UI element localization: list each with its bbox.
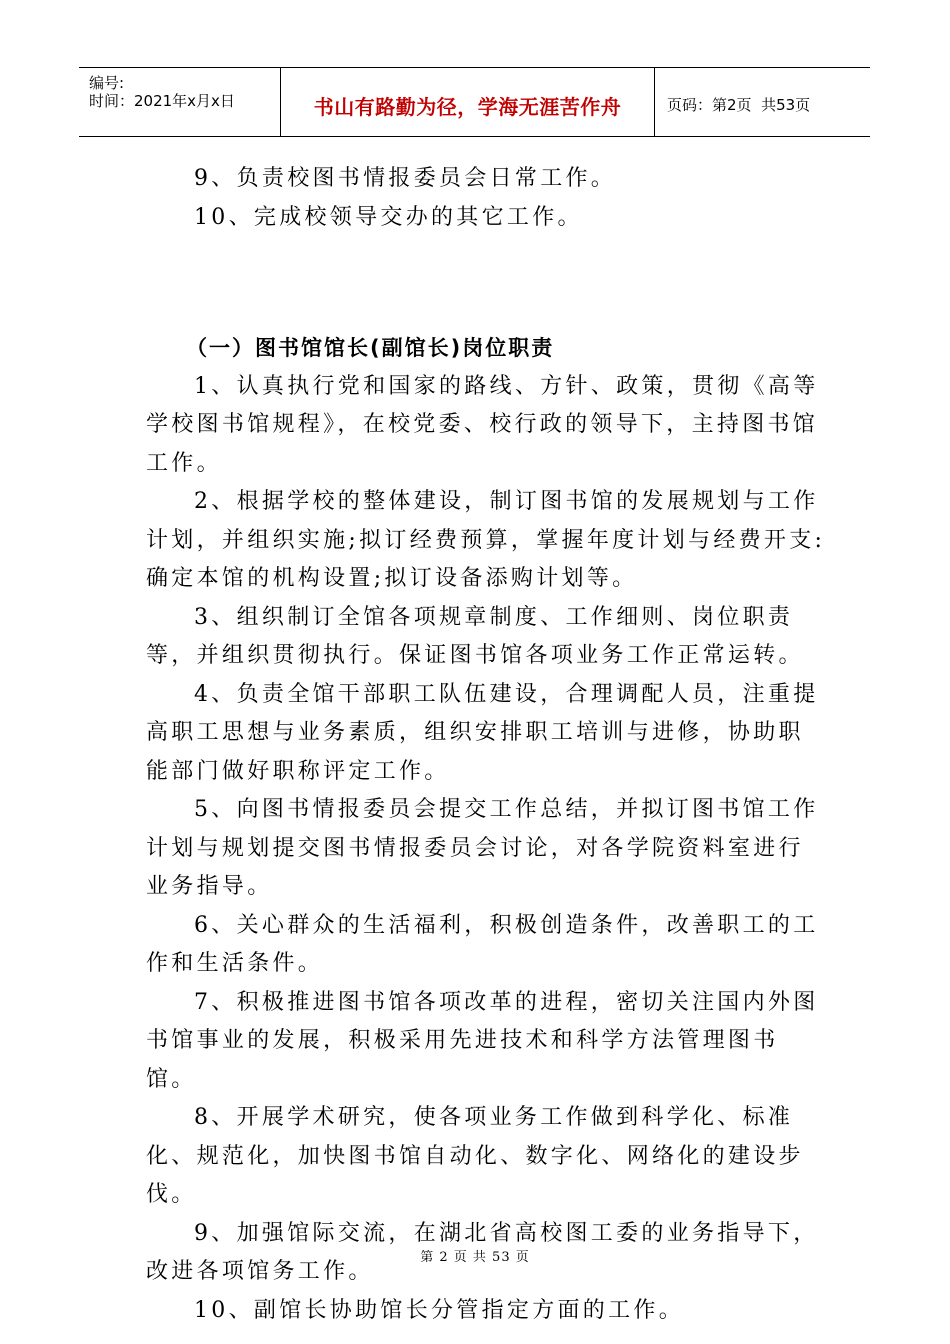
motto-text: 书山有路勤为径，学海无涯苦作舟	[313, 94, 622, 119]
duty-paragraph: 10、副馆长协助馆长分管指定方面的工作。	[194, 1297, 684, 1323]
duty-paragraph: 1、认真执行党和国家的路线、方针、政策，贯彻《高等学校图书馆规程》，在校党委、校行政的领导下，主持图书馆工作。	[146, 373, 819, 476]
header-page-cell	[655, 68, 870, 136]
duty-paragraph: 2、根据学校的整体建设，制订图书馆的发展规划与工作计划，并组织实施;拟订经费预算，掌握年度计划与经费开支:确定本馆的机构设置;拟订设备添购计划等。	[146, 489, 826, 591]
page-footer: 第 2 页 共 53 页	[420, 1250, 530, 1265]
intro-item: 9、负责校图书情报委员会日常工作。	[194, 166, 617, 191]
duty-paragraph: 8、开展学术研究，使各项业务工作做到科学化、标准化、规范化，加快图书馆自动化、数字化、网络化的建设步伐。	[146, 1105, 804, 1207]
duty-paragraph: 9、加强馆际交流，在湖北省高校图工委的业务指导下，改进各项馆务工作。	[146, 1220, 819, 1284]
header-meta-cell	[79, 68, 281, 136]
duty-paragraph: 6、关心群众的生活福利，积极创造条件，改善职工的工作和生活条件。	[146, 912, 819, 976]
duty-paragraph: 7、积极推进图书馆各项改革的进程，密切关注国内外图书馆事业的发展，积极采用先进技术和科学方法管理图书馆。	[146, 989, 819, 1092]
time-label: 时间：2021年x月x日	[89, 92, 235, 110]
duty-paragraph: 3、组织制订全馆各项规章制度、工作细则、岗位职责等，并组织贯彻执行。保证图书馆各项业务工作正常运转。	[146, 604, 804, 668]
document-body	[146, 160, 826, 1330]
page-number-label: 页码：第2页 共53页	[667, 95, 811, 114]
page-header	[79, 67, 870, 137]
section-spacer	[146, 237, 826, 329]
number-label: 编号:	[89, 74, 125, 92]
section-heading: （一）图书馆馆长(副馆长)岗位职责	[186, 336, 555, 360]
intro-item: 10、完成校领导交办的其它工作。	[194, 204, 583, 230]
duty-paragraph: 5、向图书情报委员会提交工作总结，并拟订图书馆工作计划与规划提交图书情报委员会讨论，对各学院资料室进行业务指导。	[146, 797, 819, 899]
duty-paragraph: 4、负责全馆干部职工队伍建设，合理调配人员，注重提高职工思想与业务素质，组织安排职工培训与进修，协助职能部门做好职称评定工作。	[146, 681, 819, 784]
header-motto-cell	[281, 68, 655, 136]
